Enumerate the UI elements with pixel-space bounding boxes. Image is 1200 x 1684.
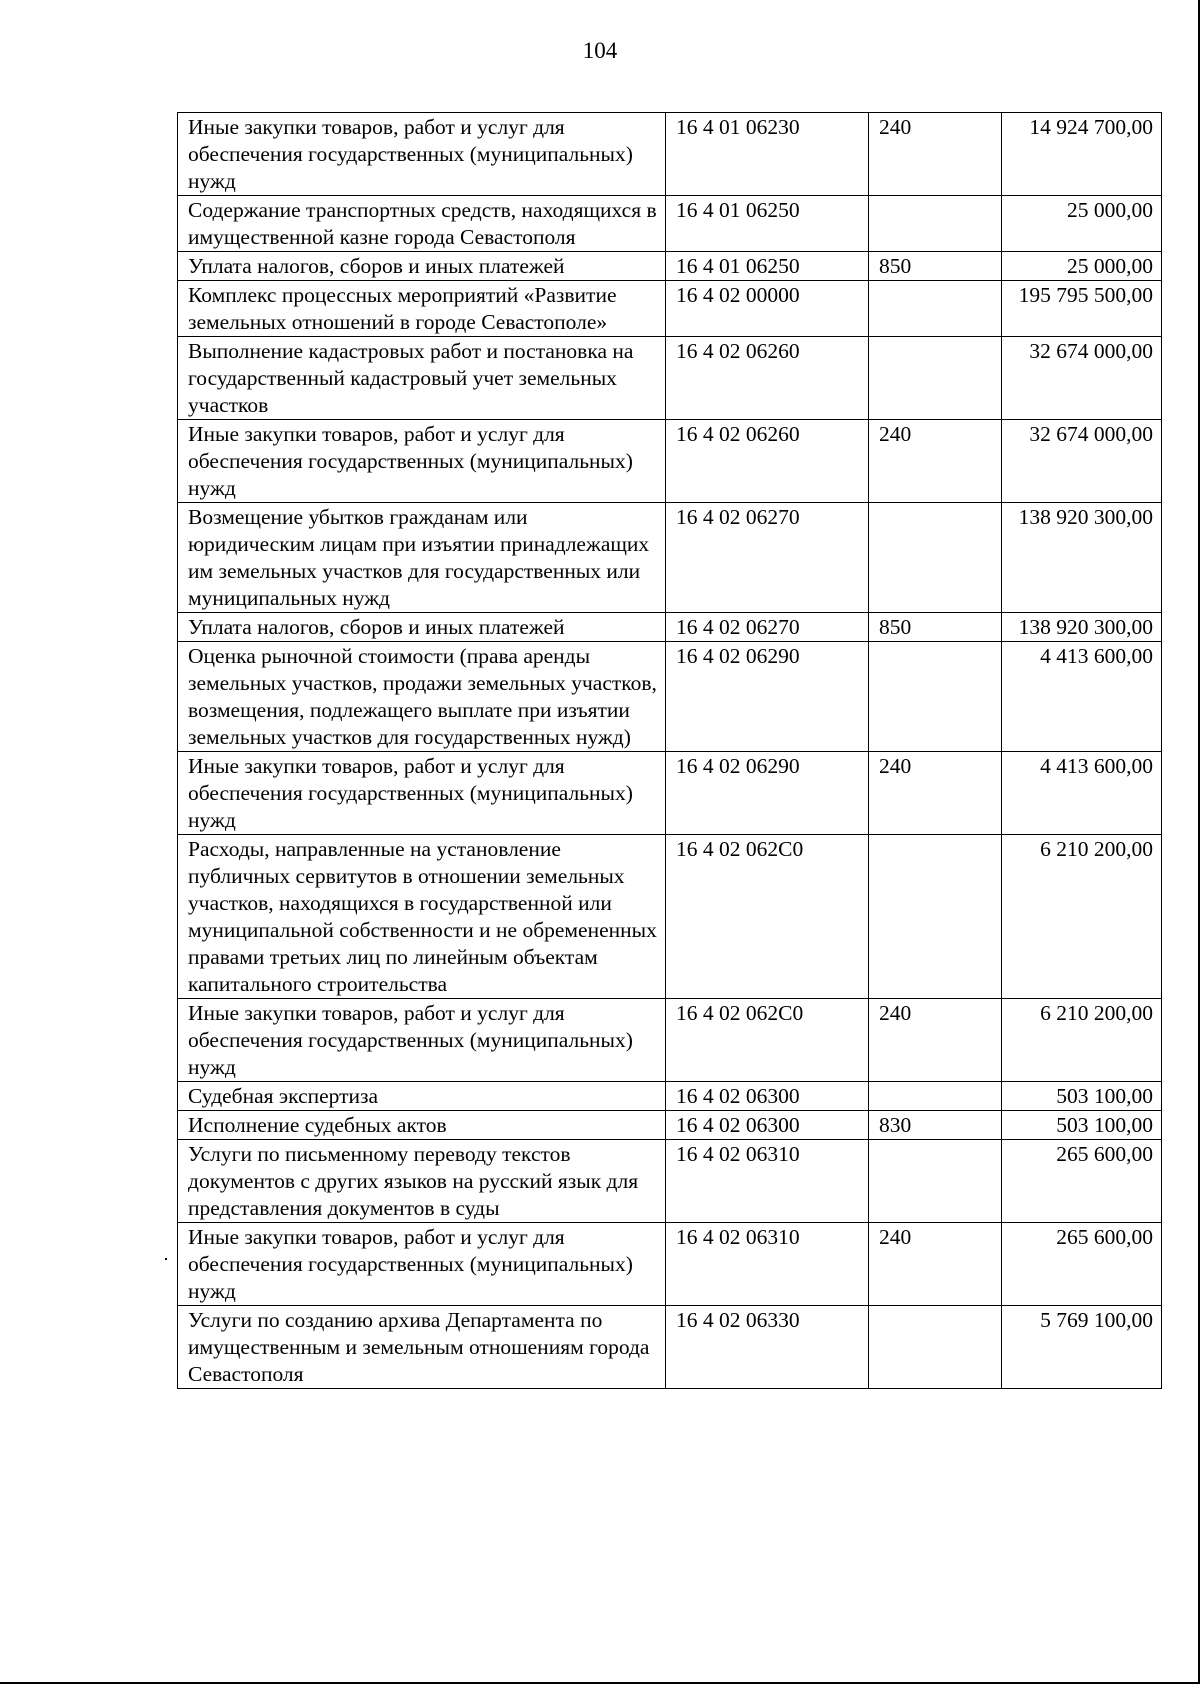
- table-row: [178, 113, 1162, 196]
- table-row: [178, 835, 1162, 999]
- row-code-cell: 16 4 02 06260: [666, 420, 869, 503]
- table-row: [178, 1082, 1162, 1111]
- row-expense-type-cell: [869, 281, 1002, 337]
- row-amount-cell: 138 920 300,00: [1002, 503, 1162, 613]
- row-amount-cell: 265 600,00: [1002, 1223, 1162, 1306]
- row-code-cell: 16 4 01 06250: [666, 196, 869, 252]
- row-amount-cell: 6 210 200,00: [1002, 999, 1162, 1082]
- row-expense-type-cell: [869, 503, 1002, 613]
- row-name-cell: Содержание транспортных средств, находящихся в имущественной казне города Севастополя: [178, 196, 666, 252]
- row-expense-type-cell: [869, 642, 1002, 752]
- row-expense-type-cell: [869, 337, 1002, 420]
- row-expense-type-cell: 240: [869, 1223, 1002, 1306]
- row-code-cell: 16 4 02 06330: [666, 1306, 869, 1389]
- row-amount-cell: 25 000,00: [1002, 196, 1162, 252]
- table-row: [178, 503, 1162, 613]
- row-name-cell: Услуги по письменному переводу текстов документов с других языков на русский язык для представления документов в суды: [178, 1140, 666, 1223]
- table-row: [178, 752, 1162, 835]
- row-code-cell: 16 4 02 06300: [666, 1111, 869, 1140]
- row-name-cell: Иные закупки товаров, работ и услуг для обеспечения государственных (муниципальных) нужд: [178, 752, 666, 835]
- row-name-cell: Оценка рыночной стоимости (права аренды земельных участков, продажи земельных участков, возмещения, подлежащего выплате при изъятии земельных участков для государственных нужд): [178, 642, 666, 752]
- table-row: [178, 1306, 1162, 1389]
- row-expense-type-cell: [869, 835, 1002, 999]
- row-expense-type-cell: 240: [869, 999, 1002, 1082]
- row-amount-cell: 4 413 600,00: [1002, 752, 1162, 835]
- row-expense-type-cell: 240: [869, 113, 1002, 196]
- row-name-cell: Уплата налогов, сборов и иных платежей: [178, 613, 666, 642]
- row-code-cell: 16 4 01 06230: [666, 113, 869, 196]
- row-code-cell: 16 4 02 06270: [666, 503, 869, 613]
- row-expense-type-cell: [869, 1082, 1002, 1111]
- row-expense-type-cell: 830: [869, 1111, 1002, 1140]
- row-expense-type-cell: [869, 1306, 1002, 1389]
- row-code-cell: 16 4 02 06290: [666, 642, 869, 752]
- row-amount-cell: 503 100,00: [1002, 1111, 1162, 1140]
- row-amount-cell: 503 100,00: [1002, 1082, 1162, 1111]
- row-name-cell: Иные закупки товаров, работ и услуг для обеспечения государственных (муниципальных) нужд: [178, 420, 666, 503]
- row-amount-cell: 265 600,00: [1002, 1140, 1162, 1223]
- table-row: [178, 420, 1162, 503]
- row-name-cell: Возмещение убытков гражданам или юридическим лицам при изъятии принадлежащих им земельных участков для государственных или муниципальных нужд: [178, 503, 666, 613]
- row-amount-cell: 195 795 500,00: [1002, 281, 1162, 337]
- row-expense-type-cell: 850: [869, 613, 1002, 642]
- row-expense-type-cell: [869, 196, 1002, 252]
- row-amount-cell: 4 413 600,00: [1002, 642, 1162, 752]
- row-code-cell: 16 4 02 06300: [666, 1082, 869, 1111]
- row-name-cell: Иные закупки товаров, работ и услуг для обеспечения государственных (муниципальных) нужд: [178, 1223, 666, 1306]
- budget-table-body: [178, 113, 1162, 1389]
- table-row: [178, 337, 1162, 420]
- table-row: [178, 613, 1162, 642]
- page-number: 104: [582, 38, 618, 63]
- row-name-cell: Иные закупки товаров, работ и услуг для обеспечения государственных (муниципальных) нужд: [178, 999, 666, 1082]
- row-amount-cell: 32 674 000,00: [1002, 337, 1162, 420]
- row-amount-cell: 5 769 100,00: [1002, 1306, 1162, 1389]
- row-name-cell: Уплата налогов, сборов и иных платежей: [178, 252, 666, 281]
- row-code-cell: 16 4 02 06310: [666, 1223, 869, 1306]
- row-name-cell: Услуги по созданию архива Департамента по имущественным и земельным отношениям города Севастополя: [178, 1306, 666, 1389]
- row-name-cell: Исполнение судебных актов: [178, 1111, 666, 1140]
- table-row: [178, 642, 1162, 752]
- row-code-cell: 16 4 02 06270: [666, 613, 869, 642]
- budget-table: [177, 112, 1162, 1389]
- row-code-cell: 16 4 02 00000: [666, 281, 869, 337]
- scan-artifact-dot: [165, 1258, 167, 1260]
- row-code-cell: 16 4 02 062С0: [666, 835, 869, 999]
- row-expense-type-cell: 240: [869, 752, 1002, 835]
- row-name-cell: Расходы, направленные на установление публичных сервитутов в отношении земельных участков, находящихся в государственной или муниципальной собственности и не обремененных правами третьих лиц по линейным объектам капитального строительства: [178, 835, 666, 999]
- row-name-cell: Судебная экспертиза: [178, 1082, 666, 1111]
- row-expense-type-cell: 850: [869, 252, 1002, 281]
- row-code-cell: 16 4 02 06260: [666, 337, 869, 420]
- row-expense-type-cell: 240: [869, 420, 1002, 503]
- row-code-cell: 16 4 02 062С0: [666, 999, 869, 1082]
- table-row: [178, 1111, 1162, 1140]
- row-code-cell: 16 4 02 06310: [666, 1140, 869, 1223]
- row-name-cell: Комплекс процессных мероприятий «Развитие земельных отношений в городе Севастополе»: [178, 281, 666, 337]
- row-amount-cell: 25 000,00: [1002, 252, 1162, 281]
- row-code-cell: 16 4 02 06290: [666, 752, 869, 835]
- row-code-cell: 16 4 01 06250: [666, 252, 869, 281]
- table-row: [178, 252, 1162, 281]
- table-row: [178, 1223, 1162, 1306]
- row-name-cell: Иные закупки товаров, работ и услуг для обеспечения государственных (муниципальных) нужд: [178, 113, 666, 196]
- table-row: [178, 196, 1162, 252]
- row-amount-cell: 6 210 200,00: [1002, 835, 1162, 999]
- table-row: [178, 281, 1162, 337]
- row-expense-type-cell: [869, 1140, 1002, 1223]
- table-row: [178, 999, 1162, 1082]
- row-name-cell: Выполнение кадастровых работ и постановка на государственный кадастровый учет земельных участков: [178, 337, 666, 420]
- row-amount-cell: 14 924 700,00: [1002, 113, 1162, 196]
- row-amount-cell: 32 674 000,00: [1002, 420, 1162, 503]
- row-amount-cell: 138 920 300,00: [1002, 613, 1162, 642]
- table-row: [178, 1140, 1162, 1223]
